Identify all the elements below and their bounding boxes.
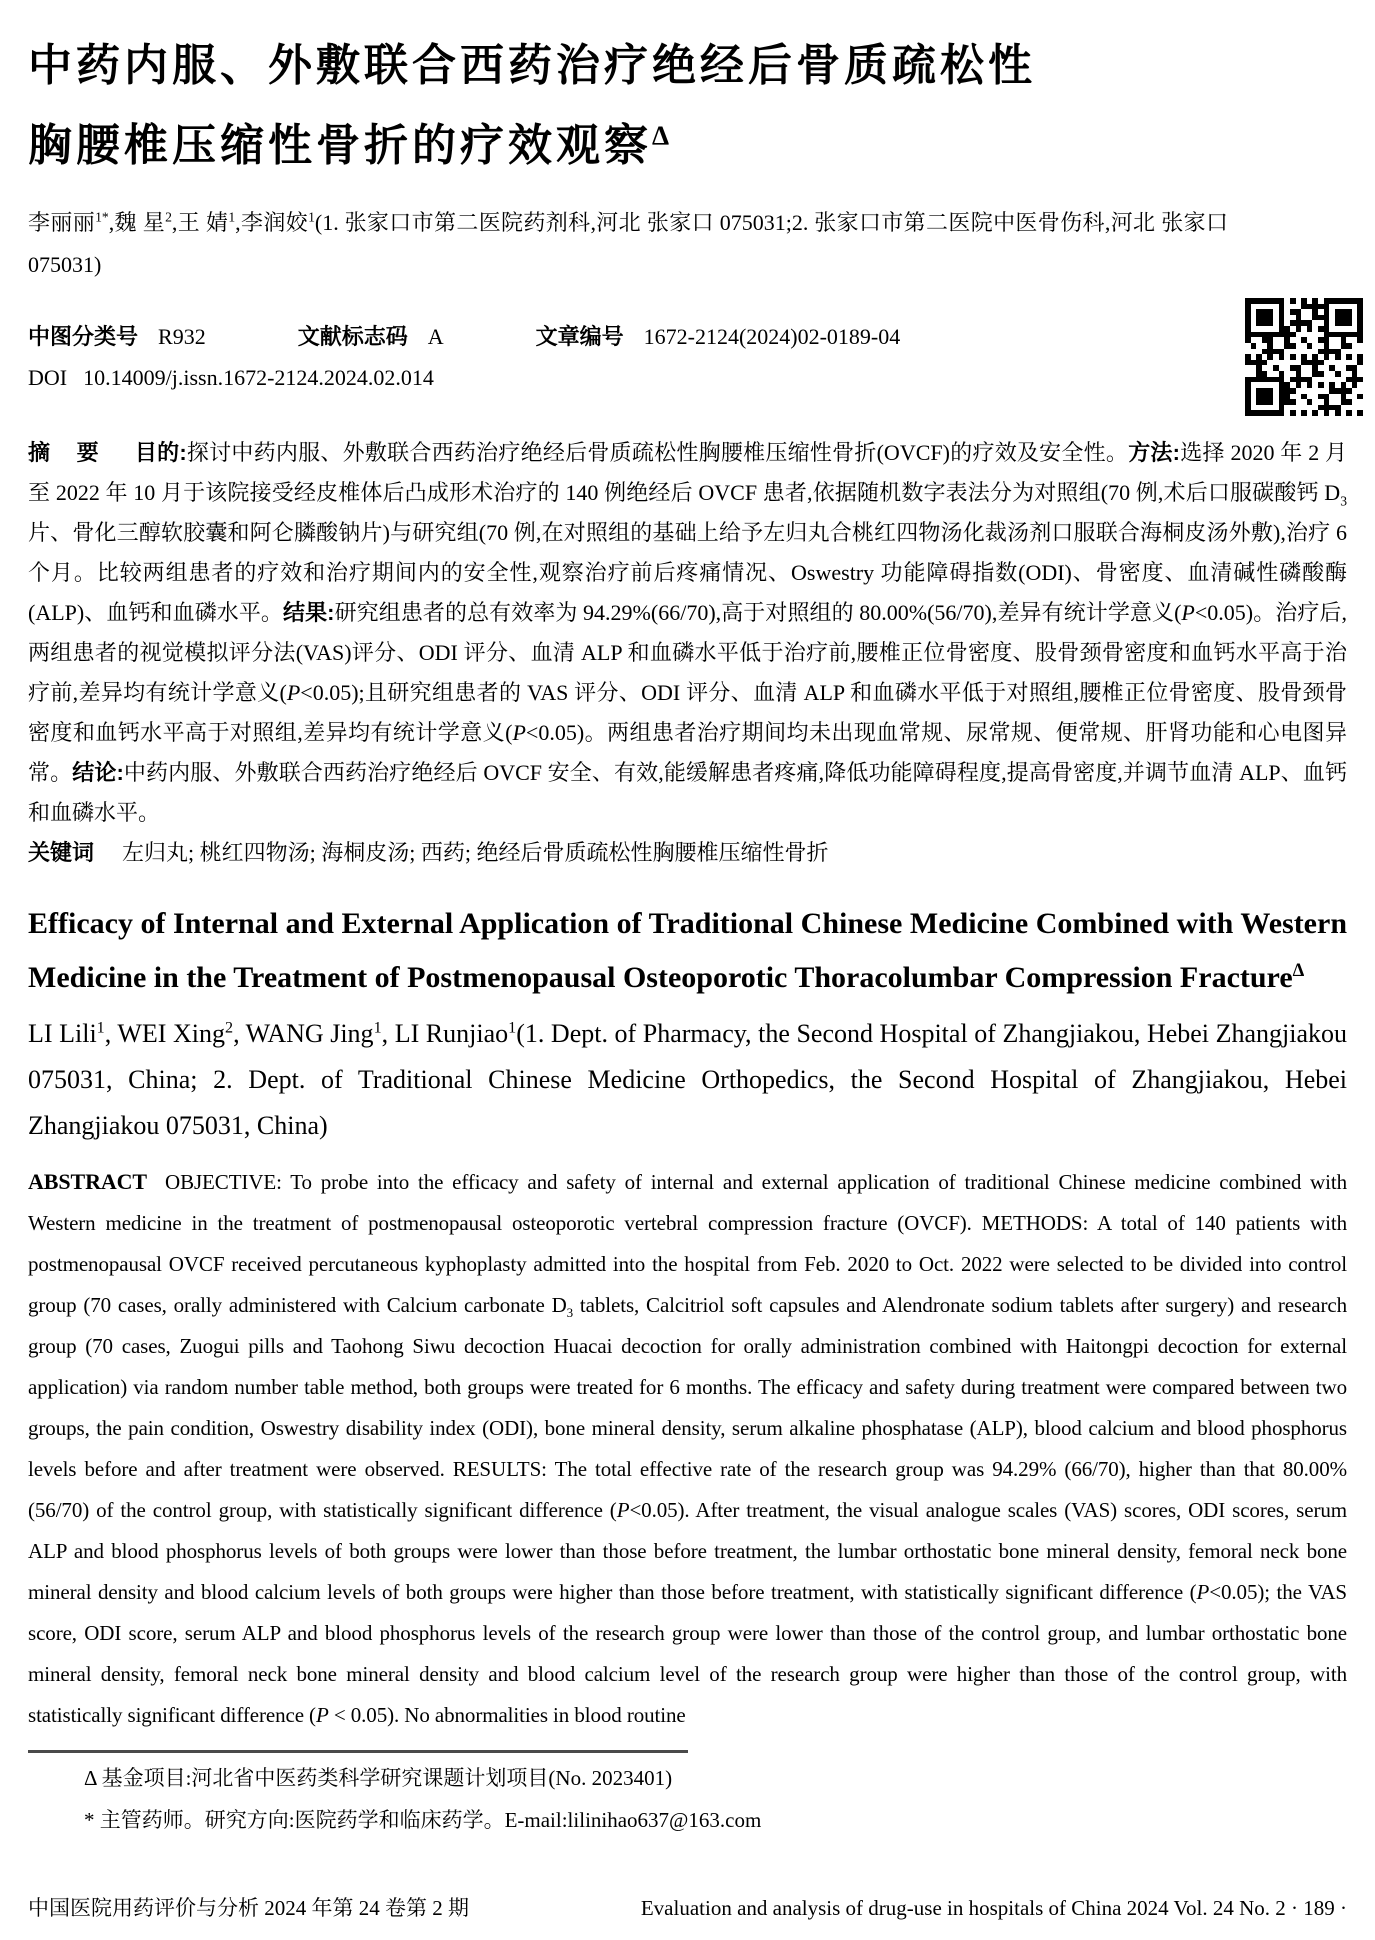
qr-code [1245,298,1363,416]
footnote-fund: Δ 基金项目:河北省中医药类科学研究课题计划项目(No. 2023401) [84,1766,673,1790]
abstract-en [28,1161,1347,1736]
clc-label: 中图分类号 [28,324,139,349]
abstract-zh-label: 摘 要 [28,440,109,465]
authors-affiliations-en: LI Lili$^1$, WEI Xing$^2$, WANG Jing$^1$, LI Runjiao$^1$(1. Dept. of Pharmacy, the Second Hospital of Zhangjiakou, Hebei Zhangjiakou 075031, China; 2. Dept. of Traditional Chinese Medicine Orthopedics, the Second Hospital of Zhangjiakou, Hebei Zhangjiakou 075031, China) [28,1019,1347,1140]
doi-value: 10.14009/j.issn.1672-2124.2024.02.014 [83,365,434,390]
doi-row [28,365,1347,391]
keywords-label: 关键词 [28,840,95,865]
abstract-zh [28,433,1347,833]
clc-value: R932 [158,324,206,349]
keywords-text: 左归丸; 桃红四物汤; 海桐皮汤; 西药; 绝经后骨质疏松性胸腰椎压缩性骨折 [122,840,829,865]
keywords-row [28,833,1347,873]
footnote-author-note: * 主管药师。研究方向:医院药学和临床药学。E-mail:lilinihao637@163.com [84,1808,762,1832]
article-id-value: 1672-2124(2024)02-0189-04 [643,324,901,349]
abstract-en-text: OBJECTIVE: To probe into the efficacy and safety of internal and external application of traditional Chinese medicine combined with Western medicine in the treatment of postmenopausal osteoporotic vertebral compression fracture (OVCF). METHODS: A total of 140 patients with postmenopausal OVCF received percutaneous kyphoplasty admitted into the hospital from Feb. 2020 to Oct. 2022 were selected to be divided into control group (70 cases, orally administered with Calcium carbonate $D_3$ tablets, Calcitriol soft capsules and Alendronate sodium tablets after surgery) and research group (70 cases, Zuogui pills and Taohong Siwu decoction Huacai decoction for orally administration combined with Haitongpi decoction for external application) via random number table method, both groups were treated for 6 months. The efficacy and safety during treatment were compared between two groups, the pain condition, Oswestry disability index (ODI), bone mineral density, serum alkaline phosphatase (ALP), blood calcium and blood phosphorus levels before and after treatment were observed. RESULTS: The total effective rate of the research group was 94.29% (66/70), higher than that 80.00% (56/70) of the control group, with statistically significant difference (P<0.05). After treatment, the visual analogue scales (VAS) scores, ODI scores, serum ALP and blood phosphorus levels of both groups were lower than those before treatment, the lumbar orthostatic bone mineral density, femoral neck bone mineral density and blood calcium levels of both groups were higher than those before treatment, with statistically significant difference (P<0.05); the VAS score, ODI score, serum ALP and blood phosphorus levels of the research group were lower than those of the control group, and lumbar orthostatic bone mineral density, femoral neck bone mineral density and blood calcium level of the research group were higher than those of the control group, with statistically significant difference (P < 0.05). No abnormalities in blood routine [28,1170,1348,1727]
abstract-zh-text: 目的:探讨中药内服、外敷联合西药治疗绝经后骨质疏松性胸腰椎压缩性骨折(OVCF)的疗效及安全性。方法:选择 2020 年 2 月至 2022 年 10 月于该院接受经皮椎体后凸成形术治疗的 140 例绝经后 OVCF 患者,依据随机数字表法分为对照组(70 例,术后口服碳酸钙 $D_3$ 片、骨化三醇软胶囊和阿仑膦酸钠片)与研究组(70 例,在对照组的基础上给予左归丸合桃红四物汤化裁汤剂口服联合海桐皮汤外敷),治疗 6 个月。比较两组患者的疗效和治疗期间内的安全性,观察治疗前后疼痛情况、Oswestry 功能障碍指数(ODI)、骨密度、血清碱性磷酸酶(ALP)、血钙和血磷水平。结果:研究组患者的总有效率为 94.29%(66/70),高于对照组的 80.00%(56/70),差异有统计学意义(P<0.05)。治疗后,两组患者的视觉模拟评分法(VAS)评分、ODI 评分、血清 ALP 和血磷水平低于治疗前,腰椎正位骨密度、股骨颈骨密度和血钙水平高于治疗前,差异均有统计学意义(P<0.05);且研究组患者的 VAS 评分、ODI 评分、血清 ALP 和血磷水平低于对照组,腰椎正位骨密度、股骨颈骨密度和血钙水平高于对照组,差异均有统计学意义(P<0.05)。两组患者治疗期间均未出现血常规、尿常规、便常规、肝肾功能和心电图异常。结论:中药内服、外敷联合西药治疗绝经后 OVCF 安全、有效,能缓解患者疼痛,降低功能障碍程度,提高骨密度,并调节血清 ALP、血钙和血磷水平。 [28,440,1348,825]
abstract-en-label: ABSTRACT [28,1169,148,1194]
article-id-label: 文章编号 [535,324,624,349]
footer-journal-en: Evaluation and analysis of drug-use in hospitals of China 2024 Vol. 24 No. 2 · 189 · [640,1896,1347,1920]
doi-label: DOI [28,365,68,390]
doc-code-label: 文献标志码 [297,324,408,349]
footnote-divider [28,1750,688,1753]
doc-code-value: A [427,324,444,349]
page-footer [28,1892,1347,1922]
article-title-zh: 中药内服、外敷联合西药治疗绝经后骨质疏松性 胸腰椎压缩性骨折的疗效观察$^\Delta$ [28,41,1036,170]
article-title-en: Efficacy of Internal and External Application of Traditional Chinese Medicine Combined with Western Medicine in the Treatment of Postmenopausal Osteoporotic Thoracolumbar Compression Fracture$^\Delta$ [28,907,1347,994]
authors-affiliations-zh: 李丽丽$^{1*}$,魏 星$^2$,王 婧$^1$,李润姣$^1$(1. 张家口市第二医院药剂科,河北 张家口 075031;2. 张家口市第二医院中医骨伤科,河北 张家口 075031) [28,209,1228,277]
footer-journal-zh: 中国医院用药评价与分析 2024 年第 24 卷第 2 期 [28,1896,469,1920]
meta-row [28,320,1347,351]
